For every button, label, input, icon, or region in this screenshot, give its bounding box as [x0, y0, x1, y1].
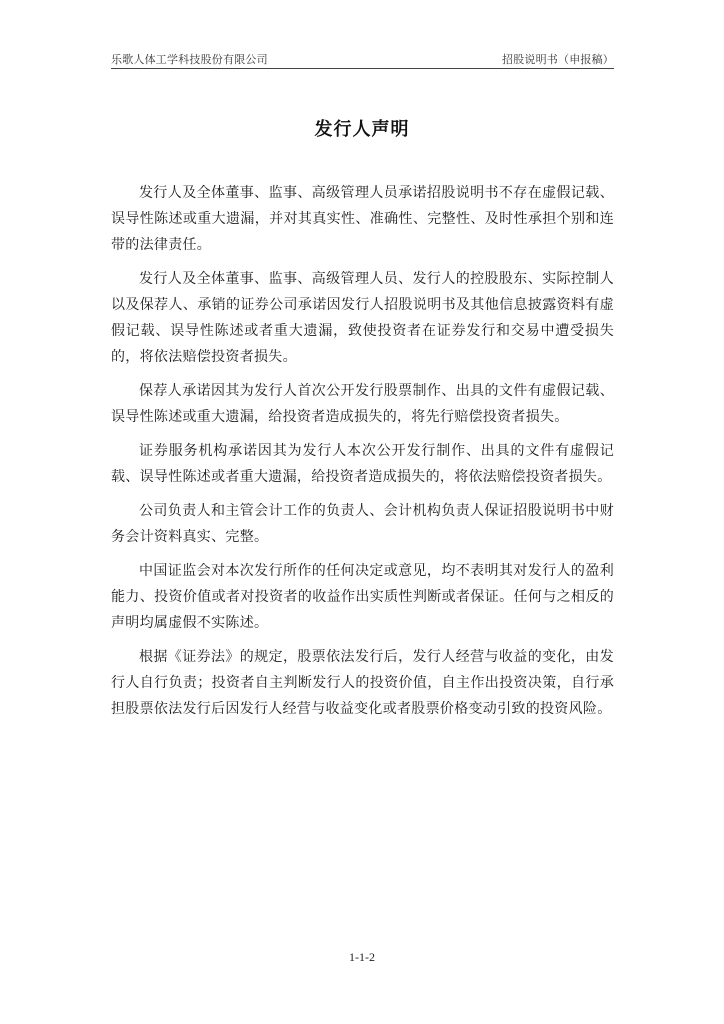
header-document-type: 招股说明书（申报稿） [502, 53, 614, 66]
paragraph-issuer-commitment: 发行人及全体董事、监事、高级管理人员承诺招股说明书不存在虚假记载、误导性陈述或重大遗漏，并对其真实性、准确性、完整性、及时性承担个别和连带的法律责任。 [111, 185, 614, 253]
paragraph-csrc-disclaimer: 中国证监会对本次发行所作的任何决定或意见，均不表明其对发行人的盈利能力、投资价值或者对投资者的收益作出实质性判断或者保证。任何与之相反的声明均属虚假不实陈述。 [111, 563, 614, 631]
paragraph-service-agency-commitment: 证券服务机构承诺因其为发行人本次公开发行制作、出具的文件有虚假记载、误导性陈述或者重大遗漏，给投资者造成损失的，将依法赔偿投资者损失。 [111, 443, 614, 485]
paragraph-securities-law-risk: 根据《证券法》的规定，股票依法发行后，发行人经营与收益的变化，由发行人自行负责；投资者自主判断发行人的投资价值，自主作出投资决策，自行承担股票依法发行后因发行人经营与收益变化或者股票价格变动引致的投资风险。 [111, 649, 614, 717]
page-header [111, 50, 614, 69]
header-company-name: 乐歌人体工学科技股份有限公司 [111, 53, 268, 66]
paragraph-accounting-guarantee: 公司负责人和主管会计工作的负责人、会计机构负责人保证招股说明书中财务会计资料真实、完整。 [111, 503, 614, 545]
page-title: 发行人声明 [314, 119, 410, 140]
document-body [111, 180, 614, 730]
paragraph-compensation-commitment: 发行人及全体董事、监事、高级管理人员、发行人的控股股东、实际控制人以及保荐人、承销的证券公司承诺因发行人招股说明书及其他信息披露资料有虚假记载、误导性陈述或者重大遗漏，致使投资者在证券发行和交易中遭受损失的，将依法赔偿投资者损失。 [111, 271, 614, 365]
paragraph-sponsor-commitment: 保荐人承诺因其为发行人首次公开发行股票制作、出具的文件有虚假记载、误导性陈述或重大遗漏，给投资者造成损失的，将先行赔偿投资者损失。 [111, 383, 614, 425]
page-number: 1-1-2 [349, 950, 375, 964]
